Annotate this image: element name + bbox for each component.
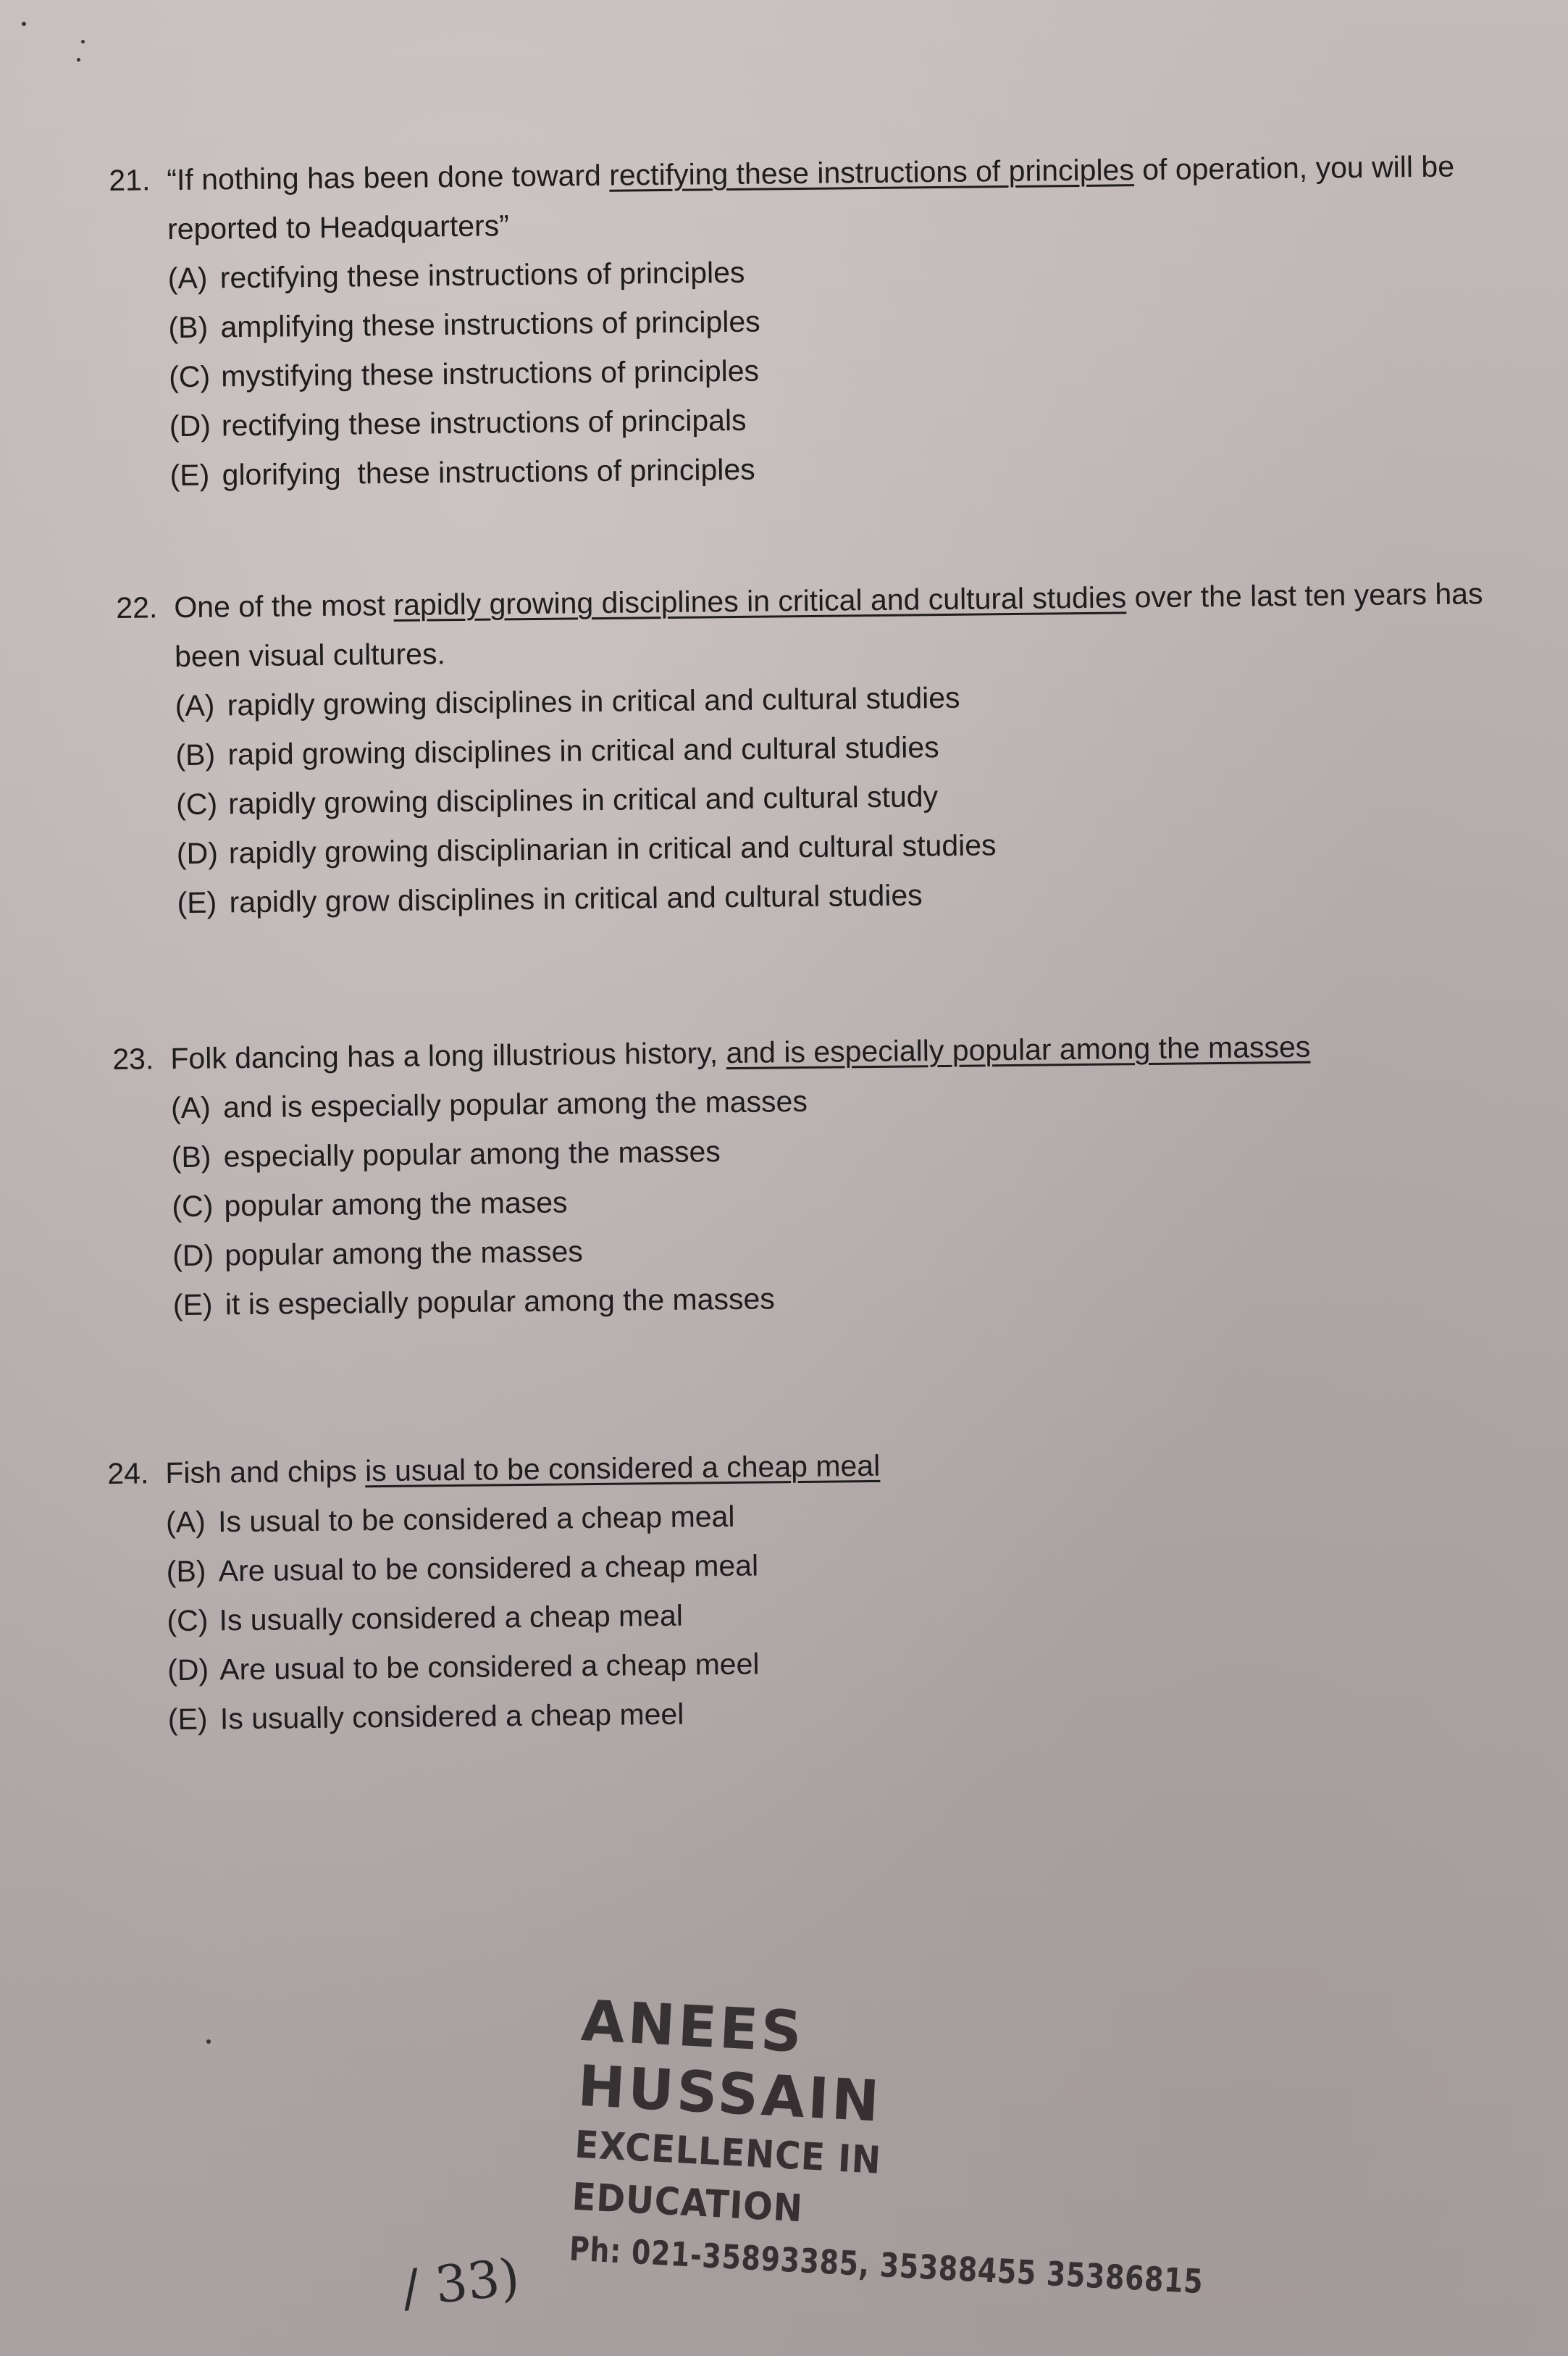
- option-letter: (E): [167, 1702, 208, 1737]
- option-letter: (D): [167, 1653, 209, 1687]
- answer-options: [108, 1484, 1486, 1745]
- stem-text: Folk dancing has a long illustrious history,: [170, 1036, 726, 1076]
- question-23: [112, 1020, 1491, 1330]
- option-text: rapidly growing disciplines in critical and cultural studies: [227, 680, 960, 722]
- option-text: Are usual to be considered a cheap meal: [218, 1548, 759, 1588]
- ink-speck: [81, 40, 85, 43]
- underlined-phrase: rectifying these instructions of principles: [608, 153, 1135, 192]
- option-text: Is usually considered a cheap meel: [219, 1697, 684, 1736]
- underlined-phrase: is usual to be considered a cheap meal: [364, 1448, 881, 1488]
- stem-text: of operation, you will be reported to Headquarters”: [167, 149, 1455, 246]
- option-text: popular among the mases: [224, 1185, 568, 1223]
- option-letter: (A): [165, 1505, 206, 1540]
- option-letter: (E): [172, 1287, 213, 1322]
- question-stem: [116, 569, 1493, 682]
- question-21: [109, 141, 1488, 501]
- stem-text: Fish and chips: [165, 1454, 366, 1490]
- option-letter: (C): [172, 1189, 214, 1224]
- option-text: popular among the masses: [224, 1235, 583, 1272]
- ink-speck: [77, 58, 80, 62]
- question-number: 23.: [112, 1042, 154, 1076]
- option-text: rapidly grow disciplines in critical and cultural studies: [229, 878, 923, 919]
- stem-text: One of the most: [174, 588, 394, 624]
- option-text: it is especially popular among the masses: [225, 1282, 775, 1321]
- question-number: 24.: [107, 1456, 149, 1490]
- option-text: Is usually considered a cheap meal: [219, 1598, 684, 1637]
- underlined-phrase: rapidly growing disciplines in critical and cultural studies: [393, 580, 1127, 622]
- option-letter: (A): [175, 688, 215, 723]
- option-letter: (A): [167, 261, 208, 296]
- page-number: / 33): [399, 2247, 523, 2319]
- stamp-name: ANEES HUSSAIN: [576, 1989, 884, 2135]
- option-letter: (E): [169, 458, 210, 493]
- underlined-phrase: and is especially popular among the masses: [726, 1029, 1311, 1070]
- question-22: [116, 569, 1496, 928]
- option-letter: (C): [168, 359, 211, 394]
- answer-options: [113, 1069, 1491, 1330]
- option-text: rectifying these instructions of principles: [219, 255, 745, 295]
- question-number: 21.: [109, 163, 151, 197]
- option-letter: (D): [172, 1238, 214, 1273]
- stamp-tagline: EXCELLENCE IN EDUCATION: [571, 2123, 883, 2231]
- question-24: [107, 1434, 1486, 1745]
- option-text: rapid growing disciplines in critical and cultural studies: [227, 730, 939, 772]
- ink-speck: [206, 2039, 211, 2044]
- option-letter: (E): [177, 885, 217, 920]
- question-number: 22.: [116, 590, 158, 624]
- option-letter: (A): [170, 1090, 211, 1125]
- option-text: amplifying these instructions of principles: [220, 304, 760, 344]
- option-letter: (C): [175, 787, 218, 822]
- option-text: and is especially popular among the masses: [222, 1084, 808, 1124]
- option-letter: (B): [175, 738, 216, 772]
- answer-options: [117, 667, 1495, 928]
- option-letter: (D): [169, 409, 211, 443]
- stamp-phone: Ph: 021-35893385, 35388455 35386815: [568, 2228, 1204, 2302]
- stem-text: “If nothing has been done toward: [167, 158, 610, 197]
- option-text: mystifying these instructions of principles: [220, 354, 760, 393]
- option-text: rectifying these instructions of principals: [221, 403, 747, 443]
- stem-text: over the last ten years has been visual cultures.: [174, 577, 1483, 674]
- option-text: rapidly growing disciplinarian in critical and cultural studies: [228, 828, 997, 870]
- option-text: especially popular among the masses: [223, 1135, 721, 1174]
- option-text: glorifying these instructions of principles: [222, 452, 755, 492]
- ink-speck: [22, 22, 26, 26]
- option-letter: (B): [166, 1554, 206, 1589]
- publisher-stamp: [568, 1989, 1204, 2302]
- option-letter: (B): [171, 1140, 211, 1174]
- option-letter: (B): [168, 310, 209, 345]
- option-letter: (C): [167, 1603, 209, 1638]
- question-stem: [109, 141, 1485, 254]
- option-text: rapidly growing disciplines in critical and cultural study: [227, 780, 939, 821]
- question-text: [167, 141, 1485, 254]
- answer-options: [109, 240, 1488, 501]
- option-letter: (D): [176, 836, 219, 871]
- option-text: Are usual to be considered a cheap meel: [219, 1647, 760, 1687]
- option-text: Is usual to be considered a cheap meal: [217, 1499, 735, 1539]
- question-text: [174, 569, 1493, 681]
